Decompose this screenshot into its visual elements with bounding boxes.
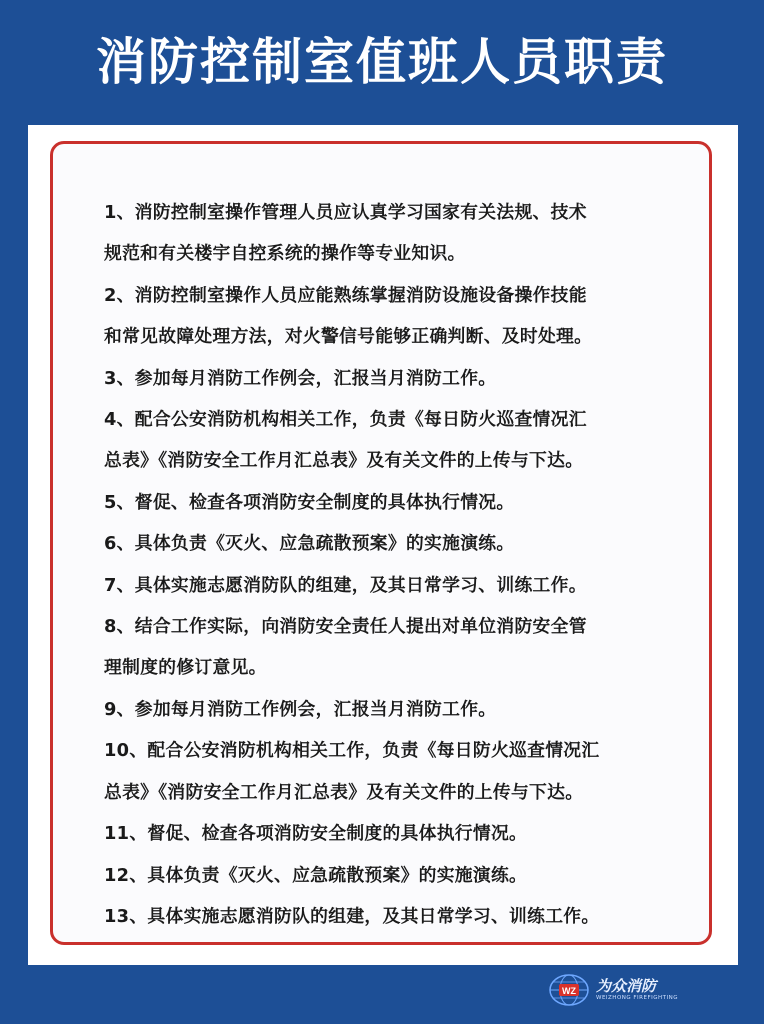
duty-item-8: 8、结合工作实际，向消防安全责任人提出对单位消防安全管 理制度的修订意见。 [104, 616, 587, 679]
duty-item-4: 4、配合公安消防机构相关工作，负责《每日防火巡查情况汇 总表》《消防安全工作月汇总表》及有关文件的上传与下达。 [104, 409, 587, 472]
duty-item-9: 9、参加每月消防工作例会，汇报当月消防工作。 [104, 698, 497, 720]
logo-english: WEIZHONG FIREFIGHTING [596, 995, 679, 1001]
duty-item-1: 1、消防控制室操作管理人员应认真学习国家有关法规、技术 规范和有关楼宇自控系统的操作等专业知识。 [104, 202, 587, 265]
content-panel [28, 125, 738, 965]
logo-text [596, 978, 678, 1002]
globe-logo-icon [548, 973, 590, 1007]
logo-name: 为众消防 [596, 977, 657, 995]
logo-mark-text: WZ [562, 986, 576, 996]
duty-item-13: 13、具体实施志愿消防队的组建，及其日常学习、训练工作。 [104, 905, 600, 927]
red-frame [50, 141, 712, 945]
duty-item-2: 2、消防控制室操作人员应能熟练掌握消防设施设备操作技能 和常见故障处理方法，对火警信号能够正确判断、及时处理。 [104, 284, 593, 348]
duty-item-7: 7、具体实施志愿消防队的组建，及其日常学习、训练工作。 [104, 574, 587, 596]
brand-logo [548, 972, 748, 1008]
duty-item-12: 12、具体负责《灭火、应急疏散预案》的实施演练。 [104, 864, 528, 886]
page-title: 消防控制室值班人员职责 [96, 33, 668, 91]
duty-item-6: 6、具体负责《灭火、应急疏散预案》的实施演练。 [104, 533, 515, 555]
duty-item-3: 3、参加每月消防工作例会，汇报当月消防工作。 [104, 367, 497, 389]
duty-list [104, 192, 714, 937]
duty-item-11: 11、督促、检查各项消防安全制度的具体执行情况。 [104, 823, 528, 845]
duty-item-10: 10、配合公安消防机构相关工作，负责《每日防火巡查情况汇 总表》《消防安全工作月汇总表》及有关文件的上传与下达。 [104, 740, 600, 803]
duty-item-5: 5、督促、检查各项消防安全制度的具体执行情况。 [104, 491, 515, 513]
